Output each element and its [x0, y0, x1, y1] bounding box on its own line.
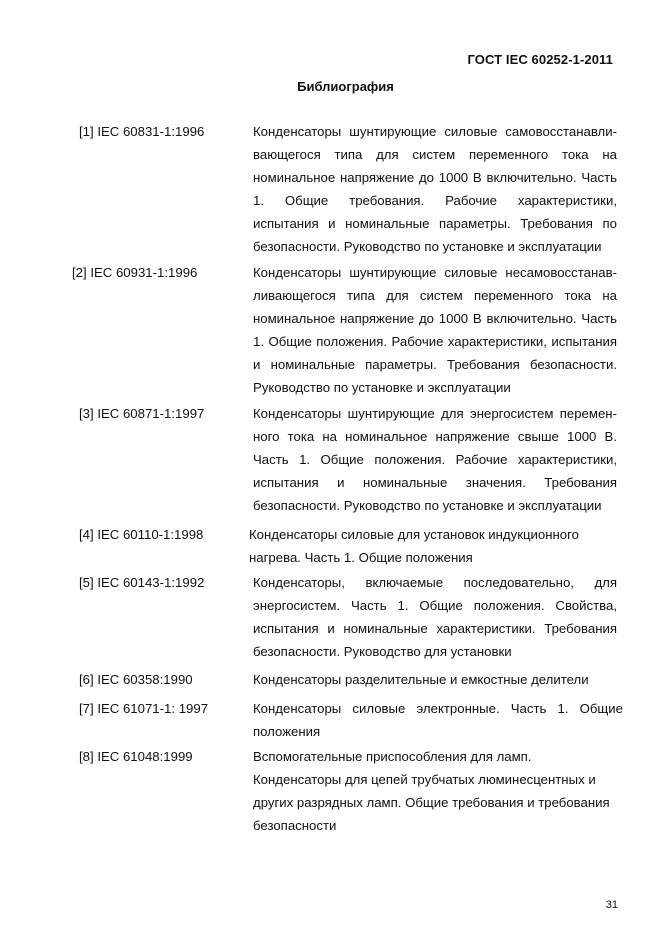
bib-entry-reference: [7] IEC 61071-1: 1997 — [79, 701, 209, 716]
bib-entry-reference: [2] IEC 60931-1:1996 — [72, 265, 198, 280]
bib-entry-reference: [6] IEC 60358:1990 — [79, 672, 193, 687]
bib-entry-text: Конденсаторы, включаемые последовательно, для энергосистем. Часть 1. Общие положения. Свойства, испытания и номинальные характеристики. Требования безопасности. Руководство для установки — [253, 575, 617, 659]
bib-entry-reference: [4] IEC 60110-1:1998 — [79, 527, 204, 542]
bib-entry-text: Конденсаторы шунтирующие силовые самовосстанавливающегося типа для систем переменного тока на номинальное напряжение до 1000 В включительно. Часть 1. Общие требования. Рабочие характеристики, испытания и номинальные параметры. Требования по безопасности. Руководство по установке и эксплуатации — [253, 124, 617, 254]
page-title: Библиография — [297, 79, 394, 94]
bib-entry-text: Конденсаторы силовые для установок индукционного нагрева. Часть 1. Общие положения — [249, 527, 579, 565]
bib-entry-text: Вспомогательные приспособления для ламп. Конденсаторы для цепей трубчатых люминесцентных и других разрядных ламп. Общие требования и требования безопасности — [253, 749, 610, 833]
bib-entry-reference: [1] IEC 60831-1:1996 — [79, 124, 205, 139]
bib-entry-reference: [3] IEC 60871-1:1997 — [79, 406, 205, 421]
page-number: 31 — [605, 899, 618, 911]
bib-entry-text: Конденсаторы шунтирующие силовые несамовосстанавливающегося типа для систем переменного тока на номинальное напряжение до 1000 В включительно. Часть 1. Общие положения. Рабочие характеристики, испытания и номинальные параметры. Требования безопасности. Руководство по установке и эксплуатации — [253, 265, 617, 395]
bib-entry-reference: [8] IEC 61048:1999 — [79, 749, 193, 764]
page-header-standard-code: ГОСТ IEC 60252-1-2011 — [467, 52, 613, 67]
bib-entry-reference: [5] IEC 60143-1:1992 — [79, 575, 205, 590]
bib-entry-text: Конденсаторы разделительные и емкостные делители — [253, 672, 589, 687]
bib-entry-text: Конденсаторы шунтирующие для энергосистем переменного тока на номинальное напряжение свыше 1000 В. Часть 1. Общие положения. Рабочие характеристики, испытания и номинальные значения. Требования безопасности. Руководство по установке и эксплуатации — [253, 406, 617, 513]
bib-entry-text: Конденсаторы силовые электронные. Часть 1. Общие положения — [253, 701, 623, 739]
